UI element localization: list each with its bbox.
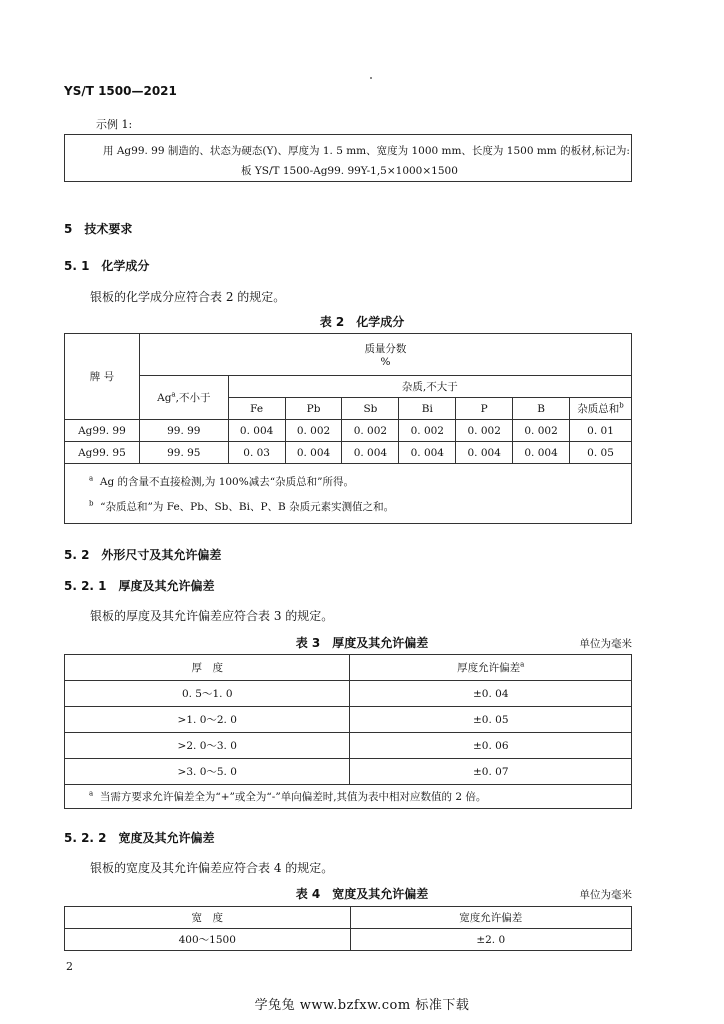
table-2-notes bbox=[65, 464, 632, 524]
watermark-footer: 学兔兔 www.bzfxw.com 标准下载 bbox=[254, 998, 470, 1013]
thickness-cell: 0. 5～1. 0 bbox=[65, 681, 350, 707]
table-row bbox=[65, 420, 632, 442]
total-impurity-header bbox=[570, 398, 632, 420]
total-footnote-mark: b bbox=[619, 401, 624, 410]
grade-cell: Ag99. 95 bbox=[65, 442, 140, 464]
example-label: 示例 1: bbox=[96, 118, 133, 131]
p-cell: 0. 002 bbox=[456, 420, 513, 442]
section-5-heading: 5 技术要求 bbox=[64, 222, 133, 236]
b-cell: 0. 004 bbox=[513, 442, 570, 464]
mass-fraction-header bbox=[139, 334, 631, 376]
table-2-chemical-composition bbox=[64, 333, 632, 524]
thickness-cell: >3. 0～5. 0 bbox=[65, 759, 350, 785]
section-5-2-1-paragraph: 银板的厚度及其允许偏差应符合表 3 的规定。 bbox=[90, 609, 334, 623]
table-row bbox=[65, 733, 632, 759]
p-cell: 0. 004 bbox=[456, 442, 513, 464]
table-3-note-mark: a bbox=[89, 789, 94, 798]
ag-symbol: Ag bbox=[157, 392, 172, 404]
thickness-header: 厚 度 bbox=[65, 655, 350, 681]
scan-speck bbox=[370, 77, 372, 79]
tolerance-cell: ±0. 07 bbox=[350, 759, 632, 785]
grade-cell: Ag99. 99 bbox=[65, 420, 140, 442]
total-cell: 0. 01 bbox=[570, 420, 632, 442]
table-row bbox=[65, 707, 632, 733]
note-a bbox=[89, 474, 631, 489]
note-b-mark: b bbox=[89, 499, 94, 507]
table-3-caption: 表 3 厚度及其允许偏差 bbox=[295, 636, 429, 650]
section-5-2-2-heading: 5. 2. 2 宽度及其允许偏差 bbox=[64, 831, 215, 845]
page-number: 2 bbox=[66, 960, 73, 973]
width-tolerance-header: 宽度允许偏差 bbox=[350, 907, 632, 929]
example-box bbox=[64, 134, 632, 182]
table-3-note bbox=[65, 785, 632, 809]
note-b-text: “杂质总和”为 Fe、Pb、Sb、Bi、P、B 杂质元素实测值之和。 bbox=[100, 500, 395, 513]
element-header: Sb bbox=[342, 398, 399, 420]
thickness-cell: >1. 0～2. 0 bbox=[65, 707, 350, 733]
element-header: B bbox=[513, 398, 570, 420]
ag-cell: 99. 95 bbox=[139, 442, 228, 464]
note-a-mark: a bbox=[89, 474, 94, 482]
total-cell: 0. 05 bbox=[570, 442, 632, 464]
bi-cell: 0. 002 bbox=[399, 420, 456, 442]
standard-header: YS/T 1500—2021 bbox=[64, 84, 177, 98]
table-row bbox=[65, 442, 632, 464]
section-5-2-heading: 5. 2 外形尺寸及其允许偏差 bbox=[64, 548, 222, 562]
example-line-1: 用 Ag99. 99 制造的、状态为硬态(Y)、厚度为 1. 5 mm、宽度为 1000 mm、长度为 1500 mm 的板材,标记为: bbox=[103, 145, 630, 157]
element-header: Bi bbox=[399, 398, 456, 420]
thickness-tolerance-label: 厚度允许偏差 bbox=[457, 662, 521, 674]
thickness-cell: >2. 0～3. 0 bbox=[65, 733, 350, 759]
sb-cell: 0. 004 bbox=[342, 442, 399, 464]
percent-label: % bbox=[380, 356, 391, 368]
table-4-width-tolerance bbox=[64, 906, 632, 951]
bi-cell: 0. 004 bbox=[399, 442, 456, 464]
tolerance-cell: ±2. 0 bbox=[350, 929, 632, 951]
table-3-thickness-tolerance bbox=[64, 654, 632, 809]
fe-cell: 0. 03 bbox=[228, 442, 285, 464]
table-4-unit: 单位为毫米 bbox=[579, 889, 632, 901]
table-row bbox=[65, 929, 632, 951]
ag-header bbox=[139, 376, 228, 420]
table-3-note-text: 当需方要求允许偏差全为“+”或全为“-”单向偏差时,其值为表中相对应数值的 2 倍。 bbox=[99, 791, 487, 803]
pb-cell: 0. 004 bbox=[285, 442, 342, 464]
width-header: 宽 度 bbox=[65, 907, 351, 929]
sb-cell: 0. 002 bbox=[342, 420, 399, 442]
grade-header: 牌 号 bbox=[65, 334, 140, 420]
table-row bbox=[65, 681, 632, 707]
note-b bbox=[89, 499, 631, 514]
ag-cell: 99. 99 bbox=[139, 420, 228, 442]
impurity-header: 杂质,不大于 bbox=[228, 376, 631, 398]
example-line-2: 板 YS/T 1500-Ag99. 99Y-1,5×1000×1500 bbox=[241, 165, 458, 177]
section-5-2-2-paragraph: 银板的宽度及其允许偏差应符合表 4 的规定。 bbox=[90, 861, 334, 875]
table-2-caption: 表 2 化学成分 bbox=[319, 315, 405, 329]
section-5-1-heading: 5. 1 化学成分 bbox=[64, 259, 150, 273]
element-header: P bbox=[456, 398, 513, 420]
tolerance-cell: ±0. 05 bbox=[350, 707, 632, 733]
note-a-text: Ag 的含量不直接检测,为 100%减去“杂质总和”所得。 bbox=[99, 475, 354, 488]
ag-footnote-mark: a bbox=[171, 390, 176, 399]
table-3-unit: 单位为毫米 bbox=[579, 638, 632, 650]
tolerance-cell: ±0. 06 bbox=[350, 733, 632, 759]
thickness-tolerance-header bbox=[350, 655, 632, 681]
fe-cell: 0. 004 bbox=[228, 420, 285, 442]
ag-suffix: ,不小于 bbox=[175, 392, 211, 404]
element-header: Pb bbox=[285, 398, 342, 420]
total-impurity-label: 杂质总和 bbox=[577, 403, 620, 415]
table-row bbox=[65, 759, 632, 785]
section-5-2-1-heading: 5. 2. 1 厚度及其允许偏差 bbox=[64, 579, 215, 593]
width-cell: 400～1500 bbox=[65, 929, 351, 951]
section-5-1-paragraph: 银板的化学成分应符合表 2 的规定。 bbox=[90, 290, 286, 304]
mass-fraction-label: 质量分数 bbox=[364, 343, 407, 355]
tolerance-footnote-mark: a bbox=[520, 660, 525, 669]
tolerance-cell: ±0. 04 bbox=[350, 681, 632, 707]
pb-cell: 0. 002 bbox=[285, 420, 342, 442]
table-4-caption: 表 4 宽度及其允许偏差 bbox=[295, 887, 429, 901]
element-header: Fe bbox=[228, 398, 285, 420]
b-cell: 0. 002 bbox=[513, 420, 570, 442]
